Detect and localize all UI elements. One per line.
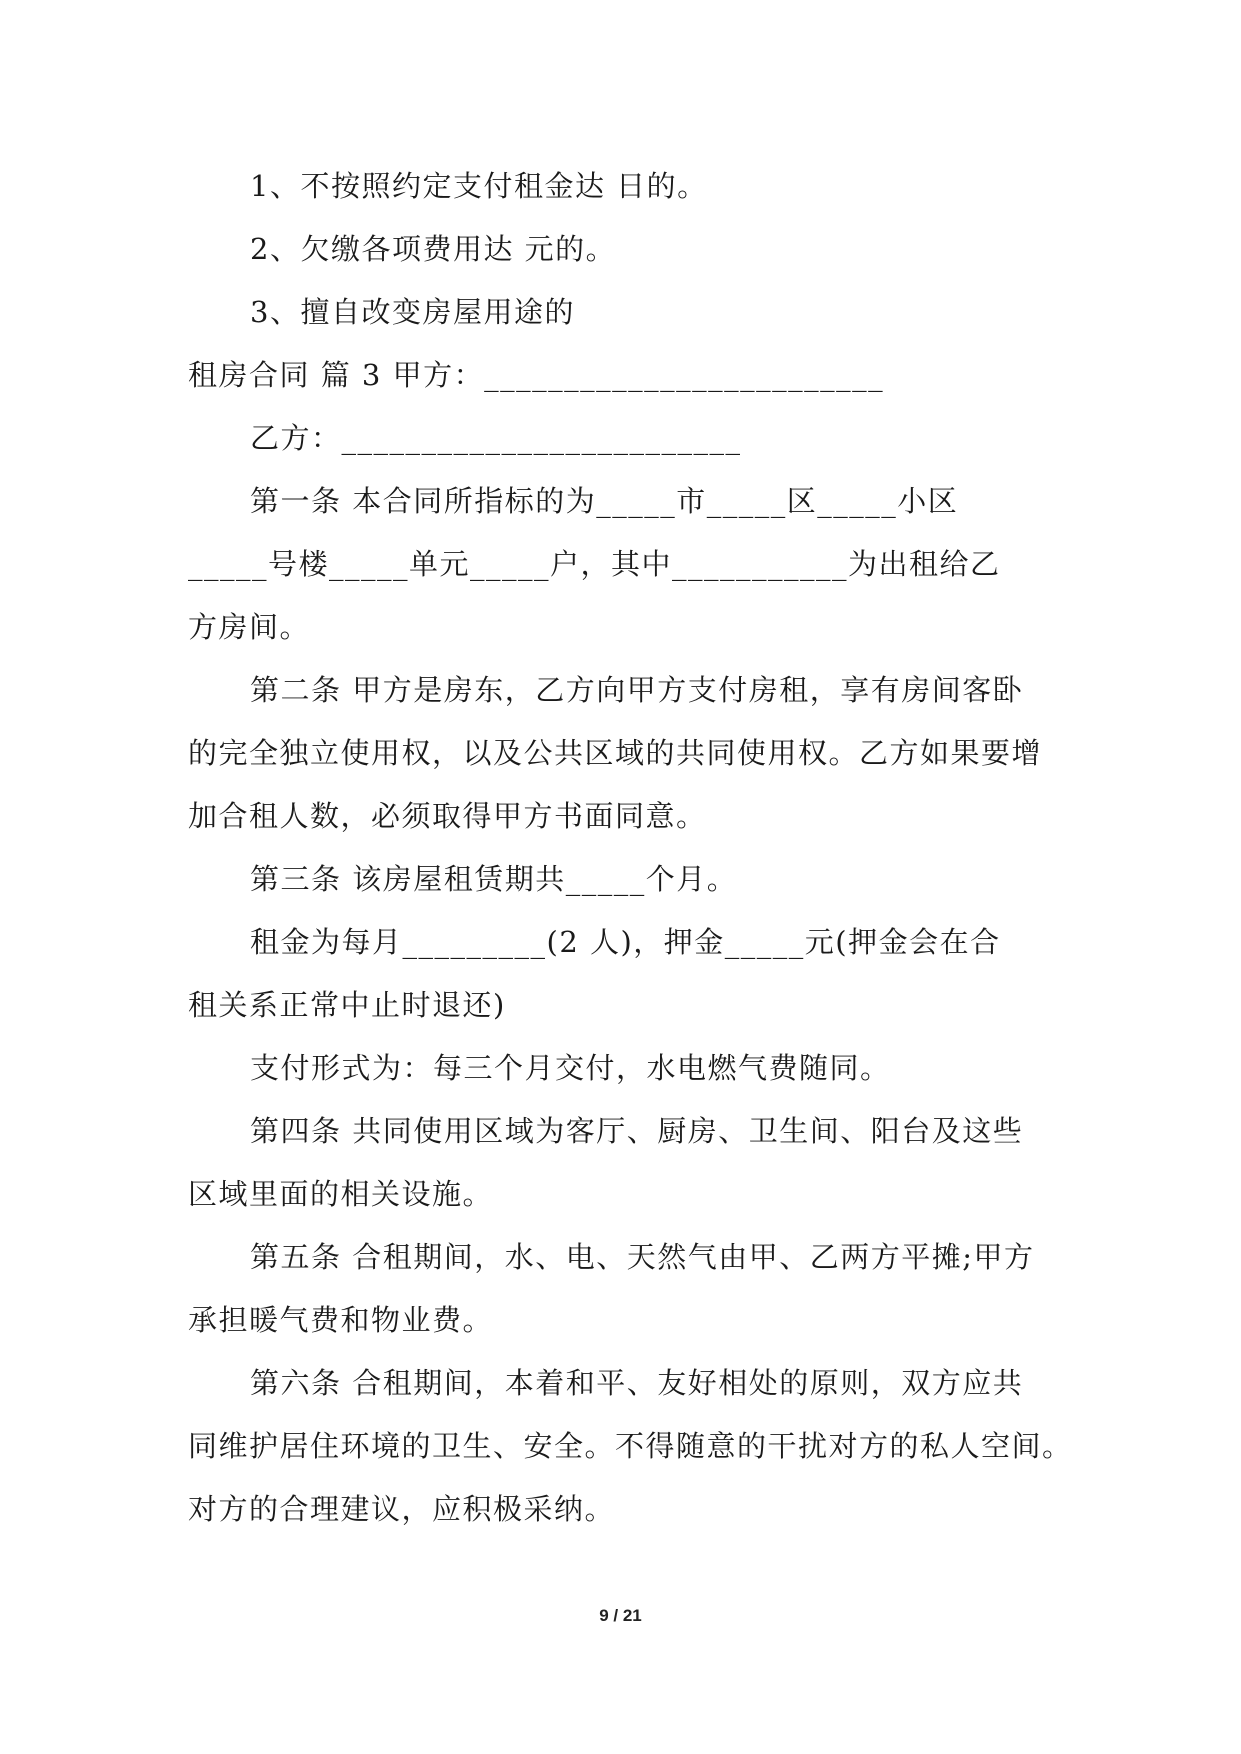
text-line: _____号楼_____单元_____户，其中___________为出租给乙 [188,547,1001,581]
text-line: 支付形式为：每三个月交付，水电燃气费随同。 [250,1051,891,1085]
text-line: 同维护居住环境的卫生、安全。不得随意的干扰对方的私人空间。 [188,1429,1073,1463]
text-line: 区域里面的相关设施。 [188,1177,494,1211]
text-line: 第五条 合租期间，水、电、天然气由甲、乙两方平摊;甲方 [250,1240,1035,1274]
text-line: 第四条 共同使用区域为客厅、厨房、卫生间、阳台及这些 [250,1114,1024,1148]
text-line: 2、欠缴各项费用达 元的。 [250,232,617,266]
text-line: 第六条 合租期间，本着和平、友好相处的原则，双方应共 [250,1366,1024,1400]
text-line: 承担暖气费和物业费。 [188,1303,494,1337]
text-line: 租金为每月_________(2 人)，押金_____元(押金会在合 [250,925,1001,959]
text-line: 1、不按照约定支付租金达 日的。 [250,169,708,203]
text-line: 乙方：_________________________ [250,421,742,455]
text-line: 加合租人数，必须取得甲方书面同意。 [188,799,707,833]
text-line: 第二条 甲方是房东，乙方向甲方支付房租，享有房间客卧 [250,673,1024,707]
text-line: 的完全独立使用权，以及公共区域的共同使用权。乙方如果要增 [188,736,1043,770]
text-line: 方房间。 [188,610,311,644]
text-line: 3、擅自改变房屋用途的 [250,295,575,329]
section-heading: 租房合同 篇 3 甲方：_________________________ [188,358,885,392]
page-number: 9 / 21 [599,1606,642,1625]
text-line: 第一条 本合同所指标的为_____市_____区_____小区 [250,484,959,518]
text-line: 租关系正常中止时退还) [188,988,506,1022]
text-line: 对方的合理建议，应积极采纳。 [188,1492,616,1526]
text-line: 第三条 该房屋租赁期共_____个月。 [250,862,738,896]
